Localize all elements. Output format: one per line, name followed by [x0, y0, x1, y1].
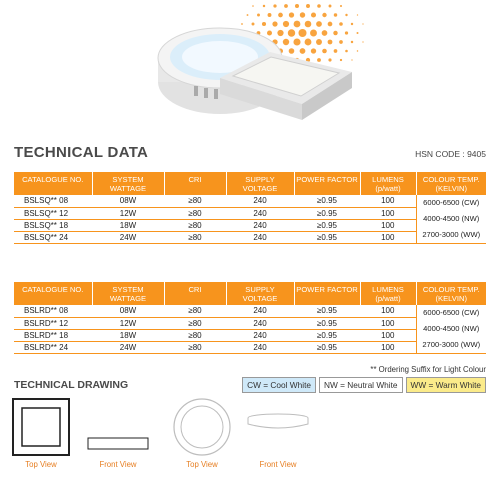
- caption-square-front-view: Front View: [99, 460, 137, 469]
- table-row: [14, 195, 486, 207]
- cell-power-factor: ≥0.95: [294, 317, 360, 329]
- caption-square-top-view: Top View: [25, 460, 57, 469]
- cell-cri: ≥80: [164, 305, 226, 317]
- header-cri: CRI: [164, 172, 226, 195]
- cell-power-factor: ≥0.95: [294, 305, 360, 317]
- temp-cw: 6000-6500 (CW): [423, 308, 480, 317]
- table-row: [14, 207, 486, 219]
- cell-cri: ≥80: [164, 341, 226, 353]
- header-catalogue: CATALOGUE NO.: [14, 282, 92, 305]
- cell-colour-temp: [416, 195, 486, 244]
- table-row: [14, 305, 486, 317]
- cell-power-factor: ≥0.95: [294, 219, 360, 231]
- cell-wattage: 18W: [92, 329, 164, 341]
- temp-cw: 6000-6500 (CW): [423, 198, 480, 207]
- cell-cri: ≥80: [164, 329, 226, 341]
- temp-ww: 2700-3000 (WW): [422, 230, 481, 239]
- cell-catalogue: BSLRD** 24: [14, 341, 92, 353]
- header-lumens: LUMENS (p/watt): [360, 282, 416, 305]
- cell-power-factor: ≥0.95: [294, 207, 360, 219]
- square-front-view-drawing: [87, 437, 149, 451]
- temp-ww: 2700-3000 (WW): [422, 340, 481, 349]
- table-row: [14, 231, 486, 243]
- cell-wattage: 18W: [92, 219, 164, 231]
- header-colour-temp: COLOUR TEMP. (KELVIN): [416, 282, 486, 305]
- cell-catalogue: BSLRD** 18: [14, 329, 92, 341]
- cell-catalogue: BSLSQ** 12: [14, 207, 92, 219]
- header-cri: CRI: [164, 282, 226, 305]
- cell-catalogue: BSLSQ** 24: [14, 231, 92, 243]
- table-row: [14, 329, 486, 341]
- cell-cri: ≥80: [164, 207, 226, 219]
- round-series-table: [14, 282, 486, 354]
- product-image: [140, 0, 370, 122]
- table-header-row: [14, 172, 486, 195]
- cell-cri: ≥80: [164, 195, 226, 207]
- cell-power-factor: ≥0.95: [294, 231, 360, 243]
- table-row: [14, 219, 486, 231]
- square-series-table: [14, 172, 486, 244]
- cell-voltage: 240: [226, 305, 294, 317]
- cell-catalogue: BSLRD** 12: [14, 317, 92, 329]
- legend-warm-white: WW = Warm White: [406, 377, 486, 393]
- cell-cri: ≥80: [164, 317, 226, 329]
- table-row: [14, 317, 486, 329]
- hsn-code: HSN CODE : 9405: [415, 149, 486, 159]
- caption-round-top-view: Top View: [186, 460, 218, 469]
- square-top-view-drawing: [12, 398, 70, 456]
- cell-wattage: 12W: [92, 317, 164, 329]
- cell-lumens: 100: [360, 341, 416, 353]
- cell-voltage: 240: [226, 219, 294, 231]
- cell-catalogue: BSLRD** 08: [14, 305, 92, 317]
- header-wattage: SYSTEM WATTAGE: [92, 172, 164, 195]
- cell-voltage: 240: [226, 231, 294, 243]
- cell-voltage: 240: [226, 317, 294, 329]
- cell-cri: ≥80: [164, 219, 226, 231]
- cell-lumens: 100: [360, 195, 416, 207]
- cell-cri: ≥80: [164, 231, 226, 243]
- cell-wattage: 08W: [92, 195, 164, 207]
- header-colour-temp: COLOUR TEMP. (KELVIN): [416, 172, 486, 195]
- ordering-suffix-note: ** Ordering Suffix for Light Colour: [370, 365, 486, 374]
- cell-lumens: 100: [360, 305, 416, 317]
- cell-voltage: 240: [226, 195, 294, 207]
- table-header-row: [14, 282, 486, 305]
- cell-lumens: 100: [360, 219, 416, 231]
- technical-drawing-title: TECHNICAL DRAWING: [14, 379, 129, 391]
- header-catalogue: CATALOGUE NO.: [14, 172, 92, 195]
- caption-round-front-view: Front View: [259, 460, 297, 469]
- cell-wattage: 08W: [92, 305, 164, 317]
- cell-wattage: 24W: [92, 341, 164, 353]
- cell-power-factor: ≥0.95: [294, 329, 360, 341]
- round-front-view-drawing: [246, 412, 310, 434]
- header-wattage: SYSTEM WATTAGE: [92, 282, 164, 305]
- cell-catalogue: BSLSQ** 18: [14, 219, 92, 231]
- cell-voltage: 240: [226, 329, 294, 341]
- header-power-factor: POWER FACTOR: [294, 172, 360, 195]
- colour-legend: [242, 377, 486, 393]
- cell-power-factor: ≥0.95: [294, 341, 360, 353]
- cell-lumens: 100: [360, 317, 416, 329]
- table-row: [14, 341, 486, 353]
- temp-nw: 4000-4500 (NW): [423, 214, 480, 223]
- header-lumens: LUMENS (p/watt): [360, 172, 416, 195]
- legend-cool-white: CW = Cool White: [242, 377, 316, 393]
- cell-lumens: 100: [360, 329, 416, 341]
- cell-power-factor: ≥0.95: [294, 195, 360, 207]
- cell-lumens: 100: [360, 231, 416, 243]
- header-voltage: SUPPLY VOLTAGE: [226, 172, 294, 195]
- legend-neutral-white: NW = Neutral White: [319, 377, 403, 393]
- cell-voltage: 240: [226, 207, 294, 219]
- cell-colour-temp: [416, 305, 486, 354]
- cell-catalogue: BSLSQ** 08: [14, 195, 92, 207]
- round-top-view-drawing: [172, 397, 232, 457]
- cell-lumens: 100: [360, 207, 416, 219]
- header-power-factor: POWER FACTOR: [294, 282, 360, 305]
- page-title: TECHNICAL DATA: [14, 144, 149, 161]
- cell-wattage: 12W: [92, 207, 164, 219]
- cell-wattage: 24W: [92, 231, 164, 243]
- temp-nw: 4000-4500 (NW): [423, 324, 480, 333]
- cell-voltage: 240: [226, 341, 294, 353]
- header-voltage: SUPPLY VOLTAGE: [226, 282, 294, 305]
